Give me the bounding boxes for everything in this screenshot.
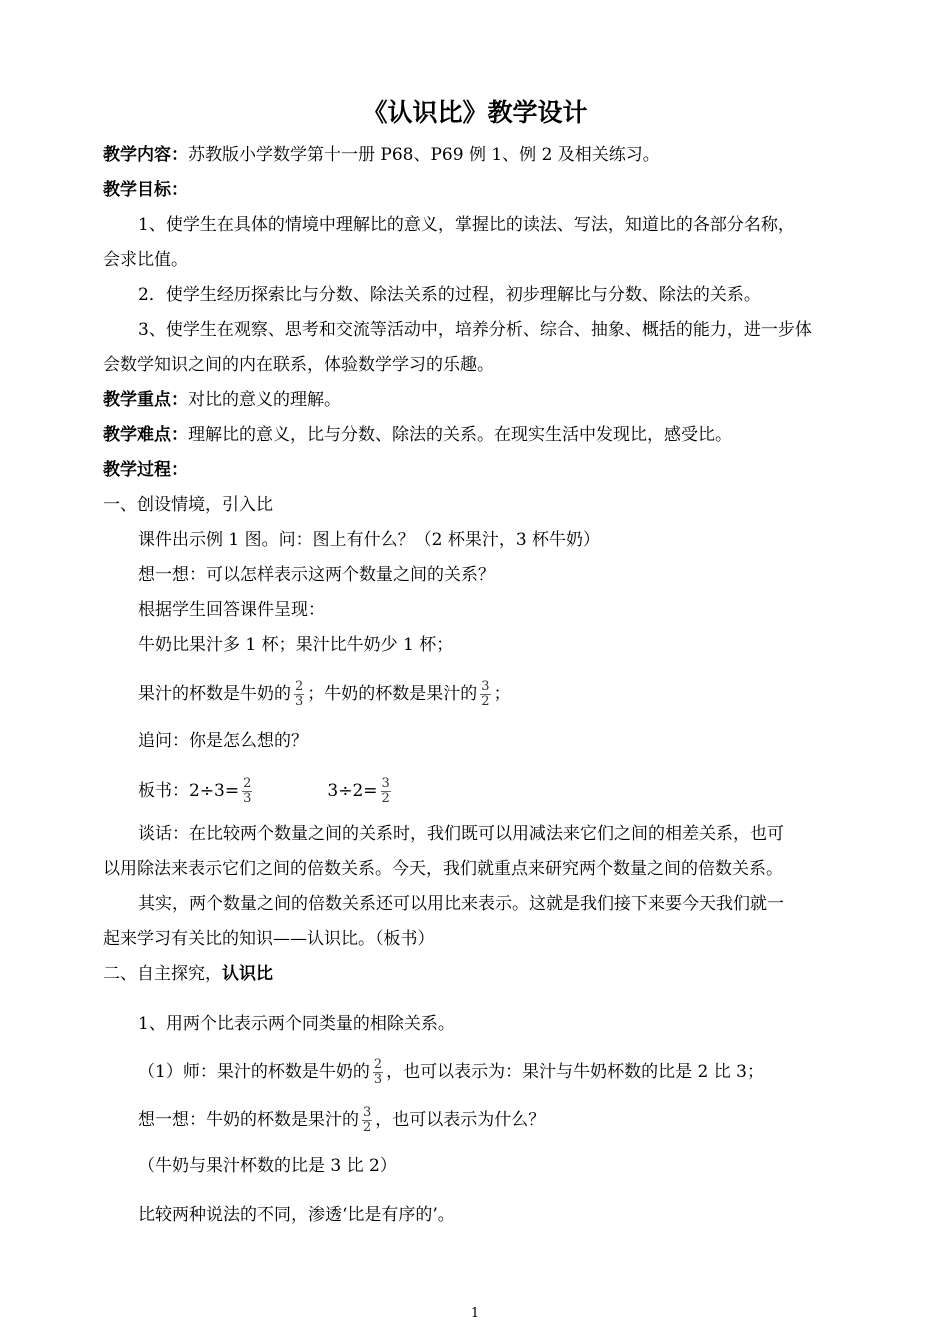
fraction-two-thirds: $\frac{2}{3}$ [373,1057,383,1087]
process-heading [103,459,188,481]
talk-line-1: 谈话：在比较两个数量之间的关系时，我们既可以用减法来它们之间的相差关系，也可 [138,824,784,844]
section-2-heading: 二、自主探究，认识比 [103,964,273,984]
section-1-heading: 一、创设情境，引入比 [103,495,273,515]
section-1-line-3: 根据学生回答课件呈现： [138,600,325,620]
fraction-three-halves: $\frac{3}{2}$ [363,1105,372,1135]
fraction-three-halves: $\frac{3}{2}$ [381,776,390,806]
difficulty-label: 教学难点： [103,425,188,445]
section-1-line-6: 追问：你是怎么想的？ [138,731,308,751]
section-1-line-4: 牛奶比果汁多 1 杯；果汁比牛奶少 1 杯； [138,635,454,655]
objective-2: 2．使学生经历探索比与分数、除法关系的过程，初步理解比与分数、除法的关系。 [138,285,761,305]
key-point-label: 教学重点： [103,390,188,410]
teaching-content [103,144,660,166]
difficulty [103,424,732,446]
fraction-two-thirds: $\frac{2}{3}$ [295,679,304,709]
objective-1-line-2: 会求比值。 [103,250,188,270]
page-title: 《认识比》教学设计 [362,98,588,127]
section-2-line-2: （1）师：果汁的杯数是牛奶的 $\frac{2}{3}$ ，也可以表示为：果汁与牛奶杯数的比是 2 比 3； [138,1057,764,1087]
fact-line-2: 起来学习有关比的知识——认识比。（板书） [103,929,435,949]
objective-3-line-1: 3、使学生在观察、思考和交流等活动中，培养分析、综合、抽象、概括的能力，进一步体 [138,320,812,340]
fraction-three-halves: $\frac{3}{2}$ [481,679,490,709]
section-2-line-5: 比较两种说法的不同，渗透‘比是有序的’。 [138,1205,455,1225]
key-point-text: 对比的意义的理解。 [188,390,341,410]
section-1-line-1: 课件出示例 1 图。问：图上有什么？（2 杯果汁，3 杯牛奶） [138,530,601,550]
section-1-line-5: 果汁的杯数是牛奶的 $\frac{2}{3}$ ；牛奶的杯数是果汁的 $\frac{3}{2}$ ； [138,679,511,709]
blackboard-writing: 板书：2÷3= $\frac{2}{3}$ 3÷2= $\frac{3}{2}$ [138,776,390,806]
section-2-line-1: 1、用两个比表示两个同类量的相除关系。 [138,1014,455,1034]
section-2-line-3: 想一想：牛奶的杯数是果汁的 $\frac{3}{2}$ ，也可以表示为什么？ [138,1105,546,1135]
process-label: 教学过程： [103,460,188,480]
key-point [103,389,341,411]
fraction-two-thirds: $\frac{2}{3}$ [243,776,252,806]
objective-3-line-2: 会数学知识之间的内在联系，体验数学学习的乐趣。 [103,355,494,375]
objectives-heading [103,179,188,201]
difficulty-text: 理解比的意义，比与分数、除法的关系。在现实生活中发现比，感受比。 [188,425,732,445]
teaching-content-text: 苏教版小学数学第十一册 P68、P69 例 1、例 2 及相关练习。 [188,145,660,165]
objectives-label: 教学目标： [103,180,188,200]
teaching-content-label: 教学内容： [103,145,188,165]
page-number: 1 [470,1306,480,1321]
section-1-line-2: 想一想：可以怎样表示这两个数量之间的关系？ [138,565,495,585]
objective-1-line-1: 1、使学生在具体的情境中理解比的意义，掌握比的读法、写法，知道比的各部分名称， [138,215,795,235]
fact-line-1: 其实，两个数量之间的倍数关系还可以用比来表示。这就是我们接下来要今天我们就一 [138,894,784,914]
talk-line-2: 以用除法来表示它们之间的倍数关系。今天，我们就重点来研究两个数量之间的倍数关系。 [103,859,783,879]
section-2-line-4: （牛奶与果汁杯数的比是 3 比 2） [138,1156,397,1176]
